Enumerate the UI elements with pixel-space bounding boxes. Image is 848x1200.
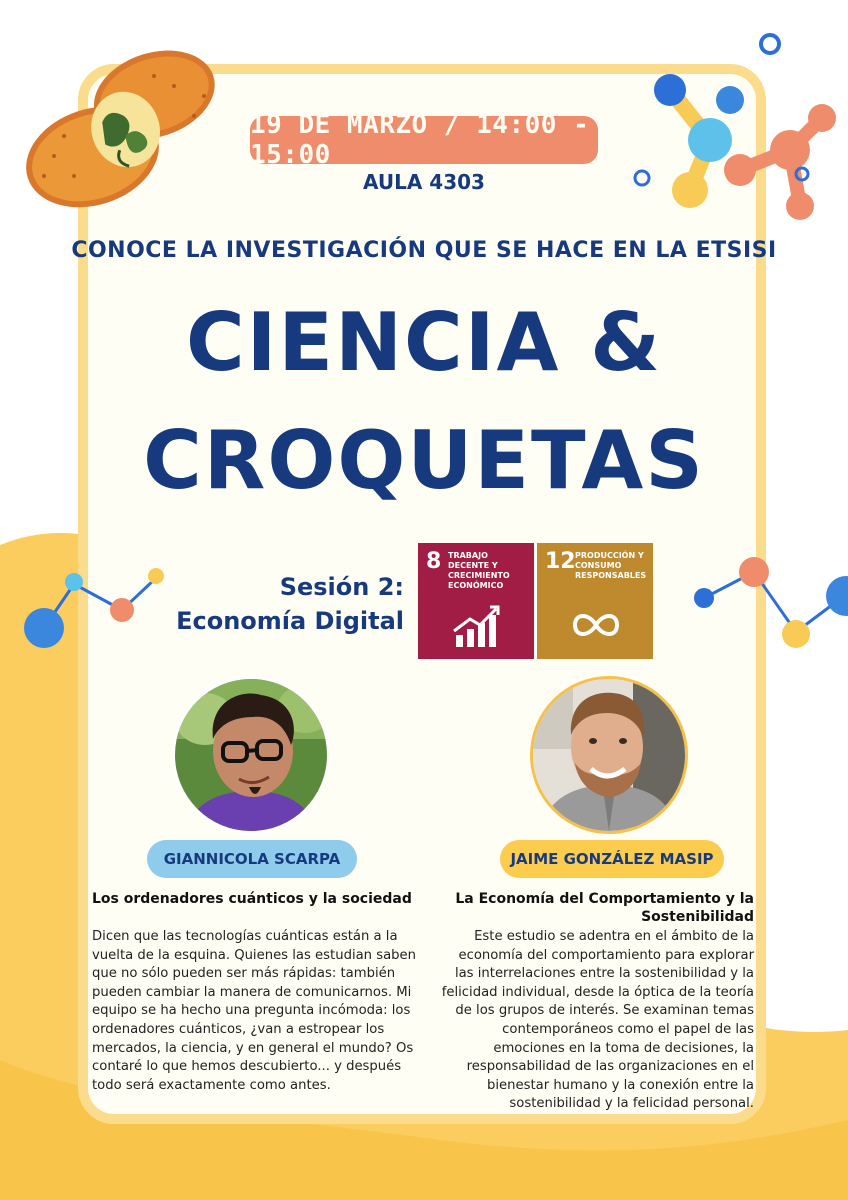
sdg-12-tile: [537, 543, 653, 659]
room-label: AULA 4303: [363, 170, 485, 194]
speaker-1-abstract: Dicen que las tecnologías cuánticas están a la vuelta de la esquina. Quienes las estudian saben que no sólo pueden ser más rápidas: también pueden cambiar la manera de comunicarnos. Mi equipo se ha hecho una pregunta incómoda: los ordenadores cuánticos, ¿van a estropear los mercados, la ciencia, y en general el mundo? Os contaré lo que hemos descubierto... y después todo será exactamente como antes.: [92, 929, 417, 1093]
infinity-icon: [571, 605, 621, 645]
sdg-12-label: PRODUCCIÓN Y CONSUMO RESPONSABLES: [575, 551, 647, 580]
speaker-1-name: GIANNICOLA SCARPA: [147, 840, 357, 878]
session-number: Sesión 2:: [279, 573, 404, 601]
speaker-1-photo: [172, 676, 330, 834]
molecule-decoration-top: [630, 30, 848, 230]
title-line-2: CROQUETAS: [143, 414, 705, 507]
speaker-2-abstract: Este estudio se adentra en el ámbito de la economía del comportamiento para explorar las interrelaciones entre la sostenibilidad y la felicidad individual, desde la óptica de la teoría de los grupos de interés. Se examinan temas contemporáneos como el papel de las emociones en la toma de decisiones, la responsabilidad de las organizaciones en el bienestar humano y la conexión entre la sostenibilidad y la felicidad personal.: [441, 929, 754, 1112]
speaker-2-photo: [530, 676, 688, 834]
growth-chart-icon: [452, 605, 500, 649]
title-line-1: CIENCIA &: [185, 296, 663, 389]
sdg-8-label: TRABAJO DECENTE Y CRECIMIENTO ECONÓMICO: [448, 551, 510, 590]
date-time-badge: 19 DE MARZO / 14:00 - 15:00: [250, 116, 598, 164]
speaker-1-talk-title: Los ordenadores cuánticos y la sociedad: [92, 891, 412, 907]
croqueta-illustration: [14, 36, 234, 222]
tagline: CONOCE LA INVESTIGACIÓN QUE SE HACE EN LA ETSISI: [71, 238, 777, 263]
sdg-8-tile: [418, 543, 534, 659]
molecule-decoration-left: [18, 566, 168, 656]
sdg-8-number: 8: [426, 549, 442, 574]
session-label: [176, 570, 404, 638]
speaker-2-name: JAIME GONZÁLEZ MASIP: [500, 840, 724, 878]
molecule-decoration-right: [684, 550, 848, 670]
session-topic: Economía Digital: [176, 607, 404, 635]
sdg-12-number: 12: [545, 549, 576, 574]
speaker-2-talk-title: La Economía del Comportamiento y la Sostenibilidad: [455, 891, 754, 925]
